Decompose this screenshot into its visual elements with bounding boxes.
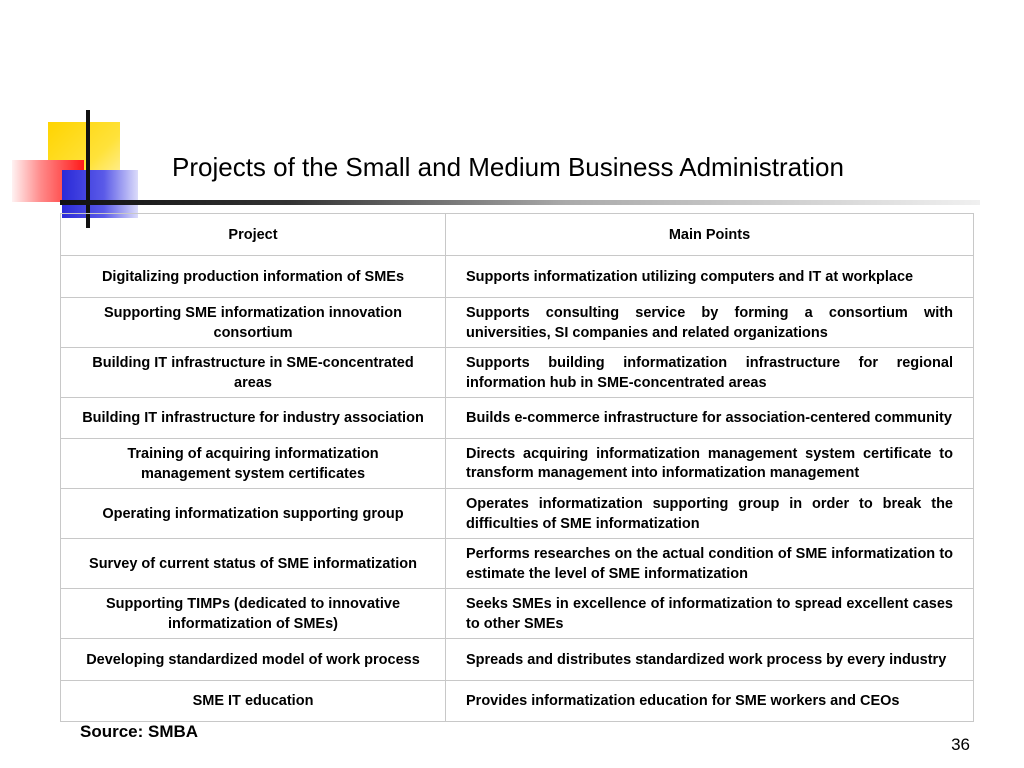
project-cell: Survey of current status of SME informatization bbox=[61, 539, 446, 589]
header-main-points: Main Points bbox=[446, 214, 974, 256]
table-row bbox=[61, 539, 974, 589]
table-row bbox=[61, 681, 974, 722]
main-points-cell: Supports consulting service by forming a consortium with universities, SI companies and related organizations bbox=[446, 298, 974, 348]
project-cell: Digitalizing production information of SMEs bbox=[61, 256, 446, 298]
table-row bbox=[61, 639, 974, 681]
table-row bbox=[61, 298, 974, 348]
project-cell: Operating informatization supporting group bbox=[61, 489, 446, 539]
table-header-row bbox=[61, 214, 974, 256]
title-underline bbox=[60, 200, 980, 205]
project-cell: Supporting SME informatization innovation consortium bbox=[61, 298, 446, 348]
decor-vertical-line bbox=[86, 110, 90, 228]
main-points-cell: Spreads and distributes standardized work process by every industry bbox=[446, 639, 974, 681]
slide-title: Projects of the Small and Medium Business Administration bbox=[172, 152, 844, 182]
table-row bbox=[61, 348, 974, 398]
project-cell: Building IT infrastructure in SME-concentrated areas bbox=[61, 348, 446, 398]
page-number: 36 bbox=[951, 735, 970, 754]
main-points-cell: Provides informatization education for SME workers and CEOs bbox=[446, 681, 974, 722]
main-points-cell: Supports building informatization infrastructure for regional information hub in SME-concentrated areas bbox=[446, 348, 974, 398]
table-row bbox=[61, 256, 974, 298]
table-row bbox=[61, 589, 974, 639]
main-points-cell: Performs researches on the actual condition of SME informatization to estimate the level of SME informatization bbox=[446, 539, 974, 589]
table-row bbox=[61, 489, 974, 539]
main-points-cell: Builds e-commerce infrastructure for association-centered community bbox=[446, 398, 974, 439]
main-points-cell: Operates informatization supporting group in order to break the difficulties of SME informatization bbox=[446, 489, 974, 539]
table-row bbox=[61, 439, 974, 489]
main-points-cell: Directs acquiring informatization management system certificate to transform management into informatization management bbox=[446, 439, 974, 489]
main-points-cell: Seeks SMEs in excellence of informatization to spread excellent cases to other SMEs bbox=[446, 589, 974, 639]
source-note: Source: SMBA bbox=[80, 722, 199, 741]
decor-blue-square bbox=[62, 170, 138, 218]
project-cell: Developing standardized model of work process bbox=[61, 639, 446, 681]
header-project: Project bbox=[61, 214, 446, 256]
project-cell: Building IT infrastructure for industry association bbox=[61, 398, 446, 439]
project-cell: SME IT education bbox=[61, 681, 446, 722]
table-row bbox=[61, 398, 974, 439]
project-cell: Supporting TIMPs (dedicated to innovative informatization of SMEs) bbox=[61, 589, 446, 639]
main-points-cell: Supports informatization utilizing computers and IT at workplace bbox=[446, 256, 974, 298]
projects-table bbox=[60, 213, 974, 722]
project-cell: Training of acquiring informatization management system certificates bbox=[61, 439, 446, 489]
